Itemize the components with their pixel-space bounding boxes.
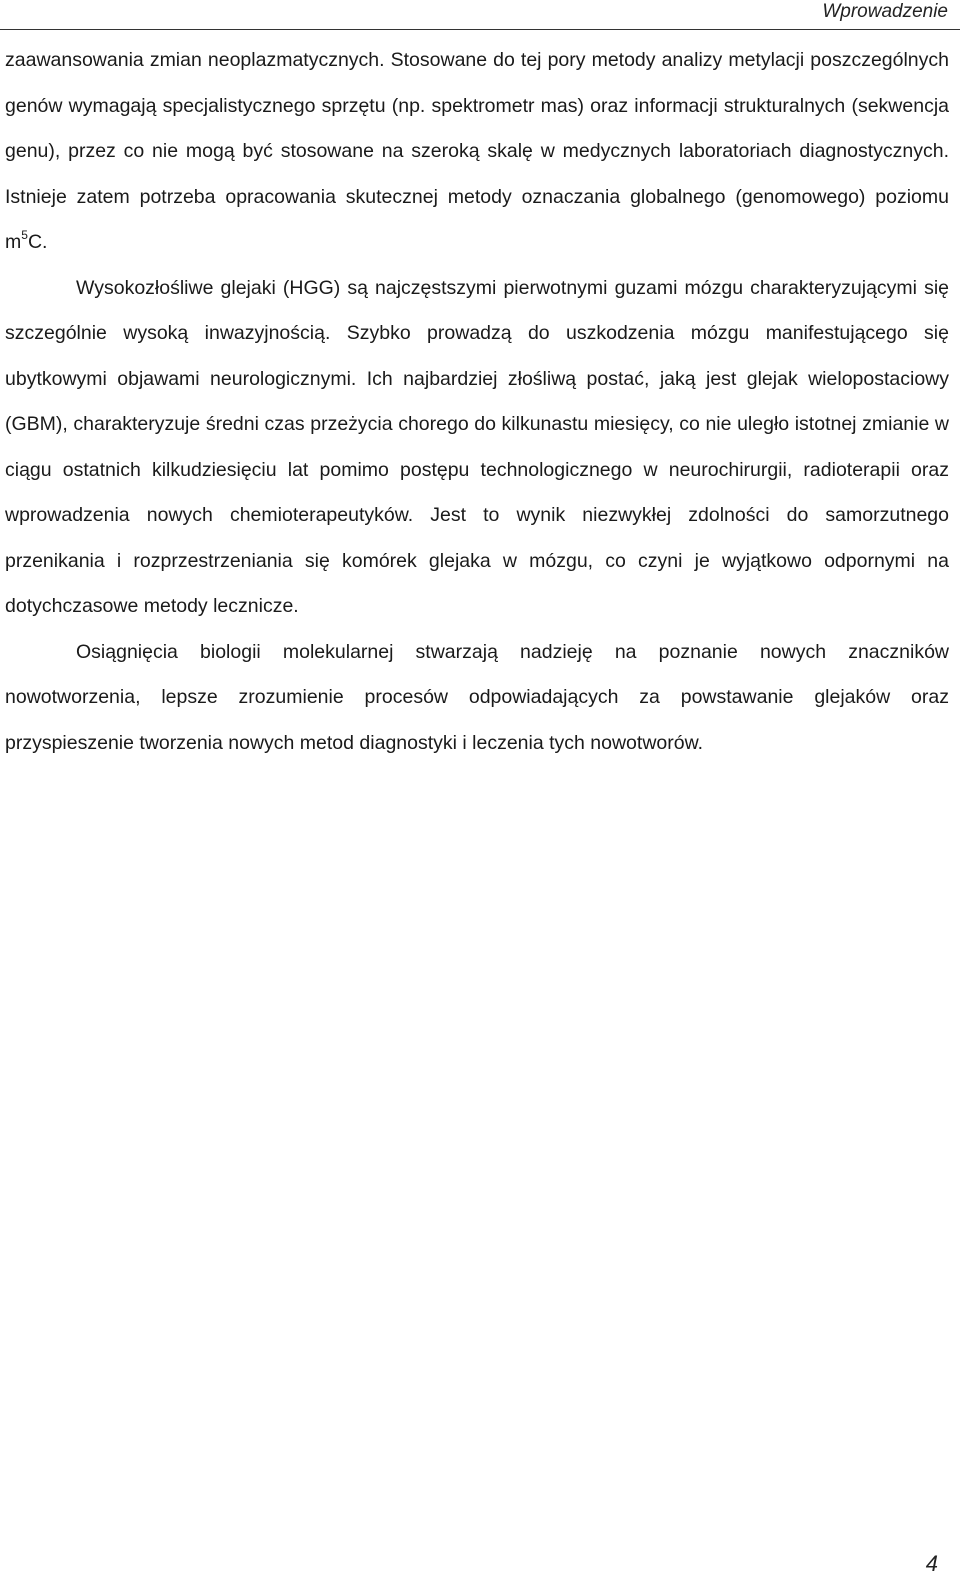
running-header: Wprowadzenie: [822, 1, 948, 22]
paragraph-1-text: zaawansowania zmian neoplazmatycznych. Stosowane do tej pory metody analizy metylacji poszczególnych genów wymagają specjalistycznego sprzętu (np. spektrometr mas) oraz informacji strukturalnych (sekwencja genu), przez co nie mogą być stosowane na szeroką skalę w medycznych laboratoriach diagnostycznych. Istnieje zatem potrzeba opracowania skutecznej metody oznaczania globalnego (genomowego) poziomu m: [5, 49, 949, 253]
paragraph-1-tail: C.: [27, 231, 48, 253]
paragraph-3: Osiągnięcia biologii molekularnej stwarzają nadzieję na poznanie nowych znaczników nowotworzenia, lepsze zrozumienie procesów odpowiadających za powstawanie glejaków oraz przyspieszenie tworzenia nowych metod diagnostyki i leczenia tych nowotworów.: [5, 640, 949, 754]
superscript-five: 5: [21, 228, 28, 242]
page-number: 4: [925, 1551, 938, 1576]
paragraph-1: [5, 38, 949, 266]
header-rule: [0, 29, 960, 30]
paragraph-2: Wysokozłośliwe glejaki (HGG) są najczęstszymi pierwotnymi guzami mózgu charakteryzującymi się szczególnie wysoką inwazyjnością. Szybko prowadzą do uszkodzenia mózgu manifestującego się ubytkowymi objawami neurologicznymi. Ich najbardziej złośliwą postać, jaką jest glejak wielopostaciowy (GBM), charakteryzuje średni czas przeżycia chorego do kilkunastu miesięcy, co nie uległo istotnej zmianie w ciągu ostatnich kilkudziesięciu lat pomimo postępu technologicznego w neurochirurgii, radioterapii oraz wprowadzenia nowych chemioterapeutyków. Jest to wynik niezwykłej zdolności do samorzutnego przenikania i rozprzestrzeniania się komórek glejaka w mózgu, co czyni je wyjątkowo odpornymi na dotychczasowe metody lecznicze.: [5, 276, 949, 617]
body-text: [5, 38, 949, 766]
